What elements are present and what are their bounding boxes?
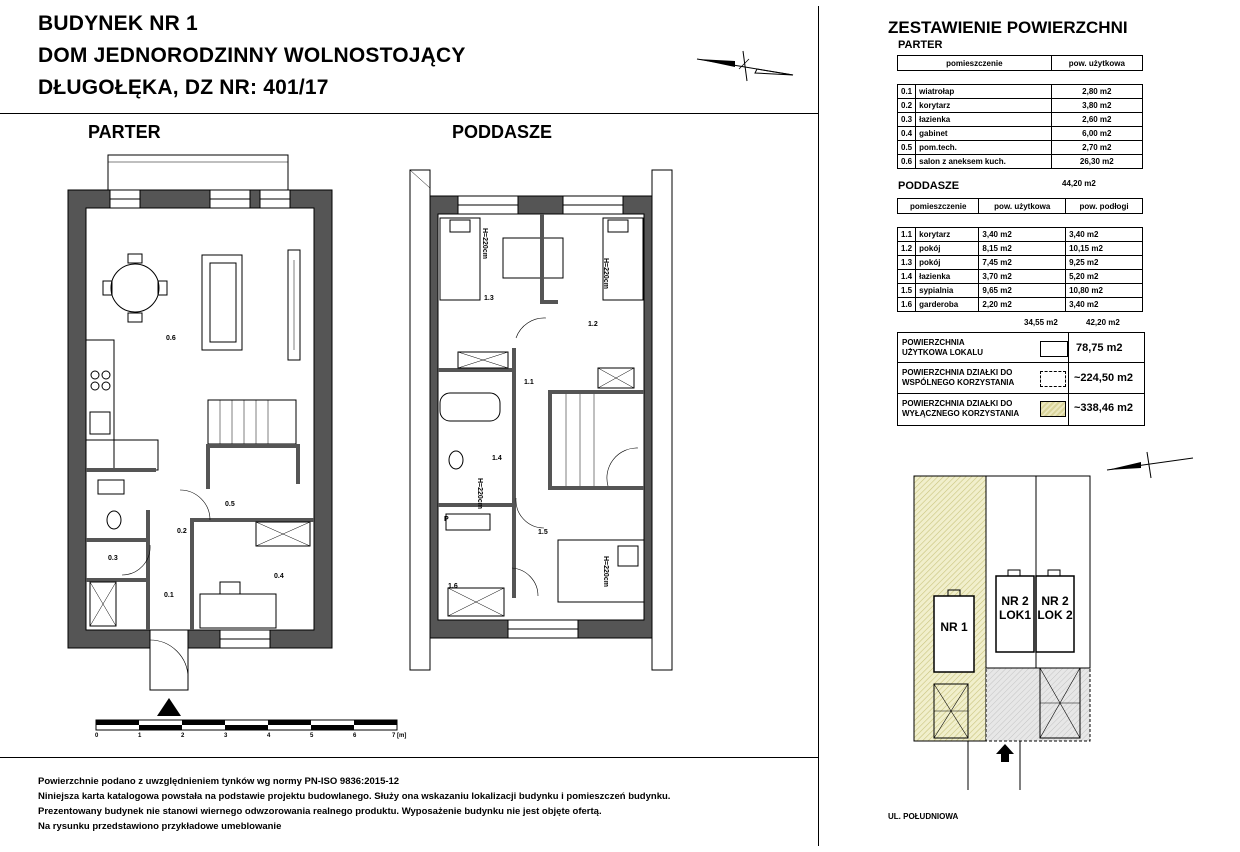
- north-arrow-icon: [695, 45, 795, 85]
- ceiling-height-1-5: H=220cm: [602, 556, 609, 587]
- room-label-1-1: 1.1: [524, 379, 534, 386]
- legend-usable-area-value: 78,75 m2: [1076, 342, 1123, 354]
- scale-label-6: 6: [353, 733, 357, 739]
- room-label-1-4: 1.4: [492, 455, 502, 462]
- scale-label-4: 4: [267, 733, 271, 739]
- frame-divider-header: [0, 113, 818, 114]
- col-area-header: pow. użytkowa: [1051, 56, 1142, 71]
- ceiling-height-1-3: H=220cm: [481, 228, 488, 259]
- room-label-1-2: 1.2: [588, 321, 598, 328]
- site-north-arrow-icon: [1105, 448, 1195, 482]
- poddasze-section-label: PODDASZE: [898, 180, 960, 192]
- legend-exclusive-plot-label: POWIERZCHNIA DZIAŁKI DO WYŁĄCZNEGO KORZYSTANIA: [902, 399, 1020, 418]
- poddasze-floor-plan: [408, 168, 678, 678]
- legend-shared-plot-label: POWIERZCHNIA DZIAŁKI DO WSPÓLNEGO KORZYSTANIA: [902, 368, 1015, 387]
- room-label-0-3: 0.3: [108, 555, 118, 562]
- summary-title: ZESTAWIENIE POWIERZCHNI: [888, 18, 1128, 37]
- scale-label-7: 7 [m]: [392, 733, 407, 739]
- site-plan: [908, 472, 1108, 807]
- room-label-0-4: 0.4: [274, 573, 284, 580]
- poddasze-total-area: 34,55 m2: [1024, 318, 1058, 327]
- parter-total: 44,20 m2: [1062, 179, 1096, 188]
- table-row: 0.5 pom.tech. 2,70 m2: [898, 141, 1143, 155]
- ceiling-height-1-4: H=220cm: [476, 478, 483, 509]
- table-row: 1.5 sypialnia 9,65 m2 10,80 m2: [898, 284, 1143, 298]
- table-row: 1.4 łazienka 3,70 m2 5,20 m2: [898, 270, 1143, 284]
- entrance-arrow-icon: [156, 697, 182, 717]
- note-line-1: Powierzchnie podano z uwzględnieniem tynków wg normy PN-ISO 9836:2015-12: [38, 776, 400, 787]
- room-label-0-1: 0.1: [164, 592, 174, 599]
- site-building-nr1: NR 1: [940, 620, 968, 634]
- legend-col-divider: [1068, 332, 1069, 425]
- note-line-3: Prezentowany budynek nie stanowi wiernego odwzorowania realnego produktu. Wyposażenie budynku nie jest objęte ofertą.: [38, 806, 602, 817]
- parter-floor-plan: [60, 150, 340, 695]
- parter-area-table: [897, 55, 1143, 169]
- title-building: BUDYNEK NR 1: [38, 12, 198, 35]
- legend-exclusive-plot-value: ~338,46 m2: [1074, 402, 1134, 414]
- poddasze-total-floor: 42,20 m2: [1086, 318, 1120, 327]
- note-line-4: Na rysunku przedstawiono przykładowe umeblowanie: [38, 821, 282, 832]
- scale-label-3: 3: [224, 733, 228, 739]
- legend-shared-plot-swatch: [1040, 371, 1066, 387]
- room-label-1-5: 1.5: [538, 529, 548, 536]
- frame-divider-notes: [0, 757, 818, 758]
- table-row: 1.3 pokój 7,45 m2 9,25 m2: [898, 256, 1143, 270]
- site-building-nr2-lok2: NR 2 LOK 2: [1037, 594, 1073, 622]
- table-row: 0.6 salon z aneksem kuch. 26,30 m2: [898, 155, 1143, 169]
- frame-divider-vertical: [818, 6, 819, 846]
- room-label-1-3: 1.3: [484, 295, 494, 302]
- title-location: DŁUGOŁĘKA, DZ NR: 401/17: [38, 76, 329, 99]
- site-building-nr2-lok1: NR 2 LOK1: [998, 594, 1031, 622]
- poddasze-area-table: pomieszczenie pow. użytkowa pow. podłogi 1.1 korytarz 3,40 m2 3,40 m2 1.2 pokój 8,15 m2 10,15 m2 1.3 pokój 7,45 m2 9,25 m2 1.4 łazienka 3,70 m2 5,20 m2 1.5 sypialnia 9,65 m2 10,80 m2 1.6 garderoba 2,20 m2 3,40 m2: [897, 198, 1143, 312]
- room-label-1-6: 1.6: [448, 583, 458, 590]
- note-line-2: Niniejsza karta katalogowa powstała na podstawie projektu budowlanego. Służy ona wskazaniu lokalizacji budynku i pomieszczeń budynku.: [38, 791, 671, 802]
- street-name: UL. POŁUDNIOWA: [888, 812, 959, 821]
- room-label-0-6: 0.6: [166, 335, 176, 342]
- table-row: 1.1 korytarz 3,40 m2 3,40 m2: [898, 228, 1143, 242]
- table-row: 0.1 wiatrołap 2,80 m2: [898, 85, 1143, 99]
- legend-shared-plot-value: ~224,50 m2: [1074, 372, 1134, 384]
- ceiling-height-1-2: H=220cm: [602, 258, 609, 289]
- scale-label-5: 5: [310, 733, 314, 739]
- legend-usable-area-swatch: [1040, 341, 1068, 357]
- legend-usable-area-label: POWIERZCHNIA UŻYTKOWA LOKALU: [902, 338, 984, 357]
- parter-title: PARTER: [88, 122, 161, 142]
- title-type: DOM JEDNORODZINNY WOLNOSTOJĄCY: [38, 44, 466, 67]
- table-row: 1.6 garderoba 2,20 m2 3,40 m2: [898, 298, 1143, 312]
- scale-label-0: 0: [95, 733, 99, 739]
- parter-section-label: PARTER: [898, 39, 943, 51]
- p-mark: P: [444, 516, 449, 523]
- table-row: 0.2 korytarz 3,80 m2: [898, 99, 1143, 113]
- table-row: 0.4 gabinet 6,00 m2: [898, 127, 1143, 141]
- legend-row-divider: [897, 362, 1144, 363]
- room-label-0-5: 0.5: [225, 501, 235, 508]
- table-row: 0.3 łazienka 2,60 m2: [898, 113, 1143, 127]
- legend-exclusive-plot-swatch: [1040, 401, 1066, 417]
- col-room-header: pomieszczenie: [898, 56, 1052, 71]
- scale-label-2: 2: [181, 733, 185, 739]
- scale-label-1: 1: [138, 733, 142, 739]
- legend-row-divider: [897, 393, 1144, 394]
- room-label-0-2: 0.2: [177, 528, 187, 535]
- poddasze-title: PODDASZE: [452, 122, 553, 142]
- scale-bar: [95, 719, 400, 731]
- table-row: 1.2 pokój 8,15 m2 10,15 m2: [898, 242, 1143, 256]
